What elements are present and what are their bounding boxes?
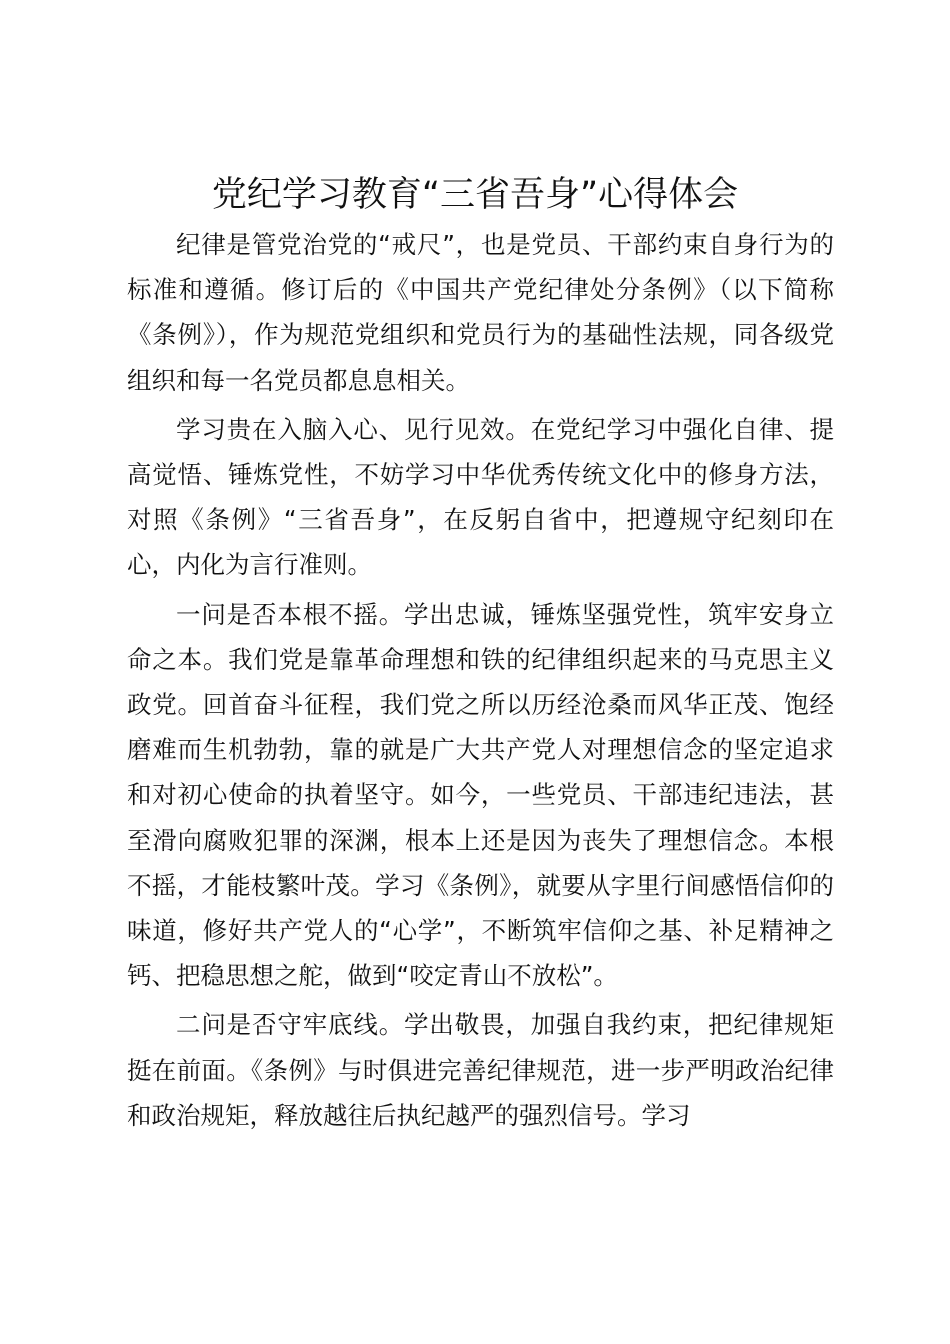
paragraph-4: 二问是否守牢底线。学出敬畏，加强自我约束，把纪律规矩挺在前面。《条例》与时俱进完善纪律规范，进一步严明政治纪律和政治规矩，释放越往后执纪越严的强烈信号。学习 bbox=[127, 1010, 834, 1130]
paragraph-1: 纪律是管党治党的“戒尺”，也是党员、干部约束自身行为的标准和遵循。修订后的《中国共产党纪律处分条例》（以下简称《条例》），作为规范党组织和党员行为的基础性法规，同各级党组织和每一名党员都息息相关。 bbox=[127, 230, 834, 395]
paragraph-2: 学习贵在入脑入心、见行见效。在党纪学习中强化自律、提高觉悟、锤炼党性，不妨学习中华优秀传统文化中的修身方法，对照《条例》“三省吾身”，在反躬自省中，把遵规守纪刻印在心，内化为言行准则。 bbox=[127, 414, 834, 580]
paragraph-3: 一问是否本根不摇。学出忠诚，锤炼坚强党性，筑牢安身立命之本。我们党是靠革命理想和铁的纪律组织起来的马克思主义政党。回首奋斗征程，我们党之所以历经沧桑而风华正茂、饱经磨难而生机勃勃，靠的就是广大共产党人对理想信念的坚定追求和对初心使命的执着坚守。如今，一些党员、干部违纪违法，甚至滑向腐败犯罪的深渊，根本上还是因为丧失了理想信念。本根不摇，才能枝繁叶茂。学习《条例》，就要从字里行间感悟信仰的味道，修好共产党人的“心学”，不断筑牢信仰之基、补足精神之钙、把稳思想之舵，做到“咬定青山不放松”。 bbox=[127, 599, 834, 991]
document-body bbox=[127, 222, 834, 1142]
document-title: 党纪学习教育“三省吾身”心得体会 bbox=[211, 175, 739, 215]
